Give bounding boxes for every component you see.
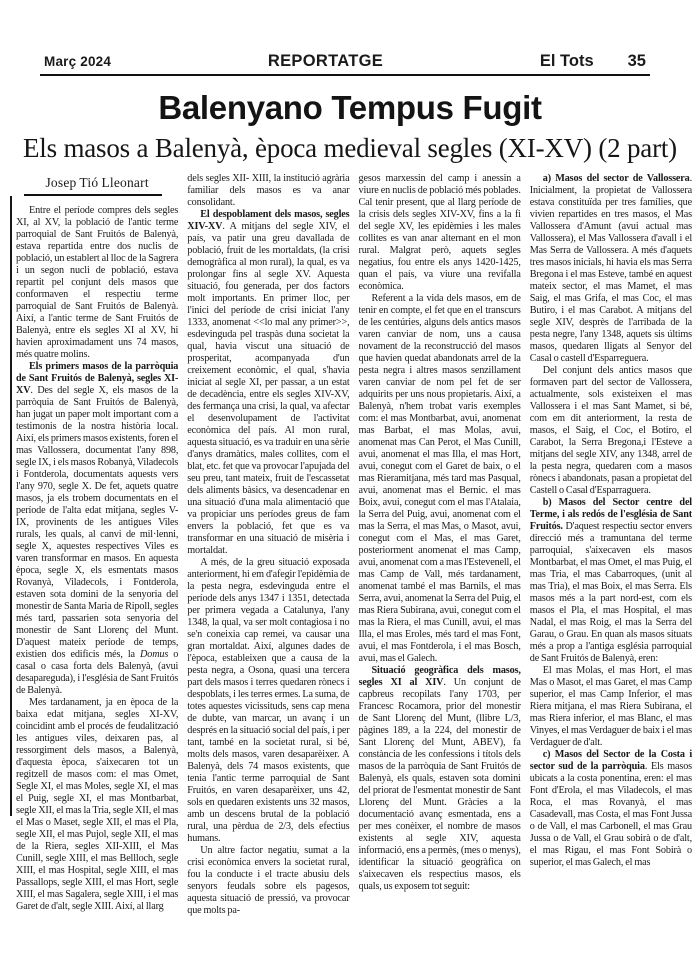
paragraph — [530, 365, 692, 497]
text-segment-normal: . Inicialment, la propietat de Vallossera estava constituïda per tres famílies, que vivien repartides en tres masos, el Mas Vallossera d'Amunt (avui actual mas Vallossera), el Mas Vallossera d'avall i el Mas Serra de Vallossera. A més d'aquets tres masos inicials, hi havia els mas Serra Bregona i el mas Esteve, també en aquest mateix sector, el mas Mamet, el mas Saig, el mas Grifa, el mas Coc, el mas Butiro, i el mas Carabot. A mitjans del segle XIV, desprès de l'arribada de la pesta negre, l'any 1348, aquets sis últims masos, quedaren lligats al Senyor del Casal o castell d'Esparreguera. — [529, 173, 692, 364]
text-segment-normal: Un altre factor negatiu, sumat a la crisi econòmica envers la societat rural, fou la conducte i el tracte abusiu dels senyors feudals sobre els pagesos, aquesta situació de pressió, va provocar que molts pa- — [187, 845, 350, 916]
text-segment-normal: A més, de la greu situació exposada anteriorment, hi em d'afegir l'epidèmia de la pesta negra, esdevinguda entre el període dels anys 1347 i 1351, detectada per primera vegada a Catalunya, l'any 1348, la qual, va ser molt contagiosa i no se'n coneixia cap remei, va causar una gran mortaldat. Així, algunes dades de l'època, estableixen que a causa de la pesta negra, a Osona, quasi una tercera part dels masos i terres quedaren rònecs i despoblats, i les terres ermes. La suma, de totes aquestes vicissituds, sens cap mena de dubte, van marcar, un avanç i un després en la situació social del país, i per tant, també en la societat rural, si bé, molts dels masos, varen desaparèixer. A Balenyà, dels 74 masos existents, que tenia l'antic terme parroquial de Sant Fruitós, en varen desaparèixer, uns 42, sols en quedaren existents uns 32 masos, amb un descens brutal de la població rural, una pèrdua de 2/3, dels efectius humans. — [187, 557, 350, 844]
paragraph — [530, 665, 692, 749]
text-segment-normal: D'aquest respectiu sector envers direcció més a tramuntana del terme parroquial, s'aixecaven els masos Montbarbat, el mas Omet, el mas Puig, el mas Tria, el mas Cabarroques, (unit al mas Tria), el mas Boix, el mas Serra. Els masos més a la part nord-est, com els masos el Pla, el mas Hospital, el mas Nadal, el mas Roig, el mas la Serra del Garau, o Grau. En quan als masos situats més a prop a l'antiga església parroquial de Sant Fruitós de Balenyà, eren: — [529, 521, 692, 664]
article-title: Balenyano Tempus Fugit — [158, 89, 542, 126]
issue-date: Març 2024 — [44, 54, 112, 69]
text-segment-bold: Situació geogràfica dels masos, segles XI al XIV — [358, 665, 521, 688]
text-segment-normal: dels segles XII- XIII, la institució agrària familiar dels masos es va anar consolidant. — [187, 173, 350, 208]
text-segment-normal: gesos marxessin del camp i anessin a viure en nuclis de població més poblades. Cal tenir present, que al llarg període de la crisis dels segles XIV-XV, fins a la fi del segle XV, les epidèmies i les males collites es van anar alternant en el mon rural. Malgrat però, aquets segles negatius, fou entre els anys 1420-1425, quan el país, va viure una revifalla econòmica. — [358, 173, 521, 292]
text-segment-normal: o casal o casa forta dels Balenyà, (avui desapareguda), i l'església de Sant Fruitós de Balenyà. — [16, 649, 179, 696]
text-segment-normal: . Des del segle X, els masos de la parròquia de Sant Fruitós de Balenyà, han jugat un paper molt important com a testimonis de la nostra història local. Així, els primers masos existents, foren el mas Vallossera, documentat l'any 898, segle IX, i els masos Robanyà, Viladecols i Fontderola, documentats aquests vers l'any 970, segle X. De fet, aquets quatre masos, ja els trobem documentats en el període de l'alta edat mitjana, segles V-IX, provinents de les antigues Viles rurals, les quals, al canvi de mil·lenni, segle X, aquestes respectives Viles es varen transformar en masos. En aquesta època, segle X, els esmentats masos Rovanyà, Viladecols, i Fontderola, estaven sota domini de la senyoria del monestir de Santa Maria de Ripoll, segles més tard, passarien sota senyoria del monestir de Sant Llorenç del Munt. D'aquest mateix període de temps, existien dos edificis més, la — [16, 385, 179, 660]
text-segment-bold: a) Masos del sector de Vallossera — [542, 173, 690, 184]
column-4 — [530, 173, 692, 931]
scan-edge-artifact — [10, 196, 12, 816]
magazine-name: El Tots — [539, 52, 594, 70]
paragraph — [187, 557, 349, 845]
page-header — [40, 0, 650, 76]
text-segment-bold: El despoblament dels masos, segles XIV-XV — [187, 209, 350, 232]
text-segment-normal: Entre el període compres dels segles XI, al XV, la població de l'antic terme parroquial de Sant Fruitós de Balenyà, estava repartida entre dos nuclis de població, un establert al lloc de la Sagrera i un segon nucli de població, estava repartit pel conjunt dels masos que conformaven el respectiu terme parroquial de Sant Fruitós de Balenyà. Així, a l'antic terme de Sant Fruitós de Balenyà, entre els segles XI al XV, hi havien aproximadament uns 74 masos, més quatre molins. — [16, 205, 179, 360]
byline-block — [16, 173, 178, 196]
text-segment-bold: Els primers masos de la parròquia de Sant Fruitós de Balenyà, segles XI-XV — [16, 361, 179, 396]
section-title: REPORTATGE — [267, 52, 384, 70]
text-segment-normal: Mes tardanament, ja en època de la baixa edat mitjana, segles XI-XV, coincidint amb el procés de feudalització les antigues viles, deixaren pas, al ressorgiment dels masos, a Balenyà, d'aquesta època, s'aixecaren tot un regitzell de masos com: el mas Omet, Segle XI, el mas Moles, segle XI, el mas el Puig, segle XI, el mas Montbarbat, segle XII, el mas la Tria, segle XII, el mas el Mas o Maset, segle XII, el mas el Pla, segle XII, el mas Pujol, segle XII, el mas de la Riera, segles XII-XIII, el Mas Cunill, segle XIII, el mas Bellloch, segle XIII, el mas Hospital, segle XIII, el mas Passallops, segle XIII, el mas Hort, segle XIII, el mas Sagalera, segle XIII, i el mas Garet de d'alt, segle XIII. Així, al llarg — [16, 697, 179, 912]
column-3 — [359, 173, 521, 931]
paragraph — [359, 173, 521, 293]
masthead — [540, 52, 646, 71]
paragraph — [359, 665, 521, 893]
paragraph — [530, 497, 692, 665]
article-subtitle: Els masos a Balenyà, època medieval segles (XI-XV) (2 part) — [23, 133, 677, 163]
paragraph — [16, 205, 178, 361]
text-segment-bold: c) Masos del Sector de la Costa i sector sud de la parròquia — [529, 749, 692, 772]
article-columns — [16, 173, 692, 931]
text-segment-normal: El mas Molas, el mas Hort, el mas Mas o Masot, el mas Garet, el mas Camp superior, el mas Camp Inferior, el mas Riera mitjana, el mas Riera Subirana, el mas Riera inferior, el mas Blanc, el mas Vinyes, el mas Verdaguer de baix i el mas Verdaguer de d'alt. — [529, 665, 692, 748]
paragraph — [187, 173, 349, 209]
text-segment-normal: Del conjunt dels antics masos que formaven part del sector de Vallossera, actualmente, sols existeixen el mas Vallossera i el mas Sant Mamet, si bé, com em dit anteriorment, la resta de masos, el Saig, el Coc, el Botiro, el Carabot, la Serra Bregona,i l'Esteve a mitjans del segle XIV, any 1348, arrel de la pesta negra, quedaren com a masos rònecs i abandonats, pasan a propietat del Castell o Casal d'Esparraguera. — [529, 365, 692, 496]
paragraph — [187, 845, 349, 917]
text-segment-bold: b) Masos del Sector centre del Terme, i als redós de l'església de Sant Fruitós. — [529, 497, 692, 532]
text-segment-normal: . Els masos ubicats a la costa ponentina, eren: el mas Font d'Erola, el mas Viladecols, el mas Roca, el mas Rovanyà, el mas Casadevall, mas Costa, el mas Font Jussa o de Vall, el mas Carbonell, el mas Grau Jussa o de Vall, el Grau sobirà o de d'alt, el mas Rigau, el mas Font Sobirà o superior, el mas Galech, el mas — [529, 761, 692, 868]
page-number: 35 — [627, 52, 646, 70]
paragraph — [359, 293, 521, 665]
paragraph — [530, 749, 692, 869]
paragraph — [187, 209, 349, 557]
column-2 — [187, 173, 349, 931]
author-byline: Josep Tió Lleonart — [45, 175, 149, 190]
text-segment-normal: . A mitjans del segle XIV, el país, va patir una greu davallada de població, fruit de les mortaldats, (la crisi demogràfica al mon rural), la qual, es va prolongar fins al segle XV. Aquesta situació, fou generada, per dos factors molt importants. En primer lloc, per l'inici del període de crisi iniciat l'any 1333, anomenat <<lo mal any primer>>, esdevinguda pel traspàs duna societat la qual, havia viscut una situació de prosperitat, acompanyada d'un creixement econòmic, el qual, s'havia iniciat al segle XI, per passar, a un estat de decadència, entre els segles XIV-XV, des fermança una crisi, la qual, va afectar el desenvolupament de l'activitat econòmica del país. Al mon rural, aquesta situació, es va traduir en una sèrie d'anys dramàtics, males collites, com el blat, etc. fet que va provocar l'apujada del seu preu, tant mateix, fruit de l'escassetat dels aliments bàsics, va desencadenar en una situació d'una mala alimentació que va propiciar uns períodes greus de fam envers la població, fet que es va transformar en una situació de misèria i mortaldat. — [187, 221, 350, 556]
text-segment-normal: . Un conjunt de capbreus recopilats l'any 1703, per Francesc Rocamora, prior del monestir de Sant Llorenç del Munt, (llibre L/3, pàgines 189, a la 224, del monestir de Sant Llorenç del Munt, ABEV), fa constància de les confessions i títols dels masos de la parròquia de Sant Fruitós de Balenyà, els quals, estaven sota domini del priorat de l'esmentat monestir de Sant Llorenç del Munt. Gràcies a la documentació avanç esmentada, ens a per mes conèixer, el nombre de masos existents al segle XIV, aquesta informació, ens a permès, (mes o menys), identificar la situació geogràfica on s'aixecaven els respectius masos, els quals, us exposem tot seguit: — [358, 677, 521, 892]
paragraph — [16, 361, 178, 697]
text-segment-normal: Referent a la vida dels masos, em de tenir en compte, el fet que en el transcurs de les centúries, alguns dels antics masos varen canviar de nom, uns a causa novament de la reconstrucció del masos que havien quedat abandonats arrel de la pesta negra i altres masos senzillament varen canviar de nom pel fet de ser adquirits per uns nous propietaris. Així, a Balenyà, n'hem trobat varis exemples com: el mas Montbarbat, avui, anomenat mas Barbat, el mas Molas, avui, anomenat mas Can Perot, el Mas Cunill, avui, anomenat el mas Illa, el mas Hort, avui, conegut com el Garet de baix, o el mas Rieramitjana, més tard mas Pasqual, avui, anomenat mas el Bernic. el mas Boix, avui, conegut com el mas l'Atalaia, la Serra del Puig, avui, anomenat com el mas la Serra, el mas Mas, o Masot, avui, conegut com el Mas, el mas Garet, posteriorment anomenat el mas Camp, avui, anomenat com a mas l'Estevenell, el mas Camp de Vall, més tardanament, anomenat també el mas Barnils, el mas Serra, avui, anomenat la Serra del Puig, el mas Riera Subirana, avui, conegut com el mas la Riera, el mas Cunill, avui, el mas Illa, el mas Eroles, més tard el mas Font, avui, el mas Fontderola, i el mas Bosch, avui, mas el Galech. — [358, 293, 521, 664]
byline-rule — [24, 194, 162, 196]
paragraph — [530, 173, 692, 365]
text-segment-italic: Domus — [140, 649, 169, 660]
column-1 — [16, 173, 178, 931]
paragraph — [16, 697, 178, 913]
